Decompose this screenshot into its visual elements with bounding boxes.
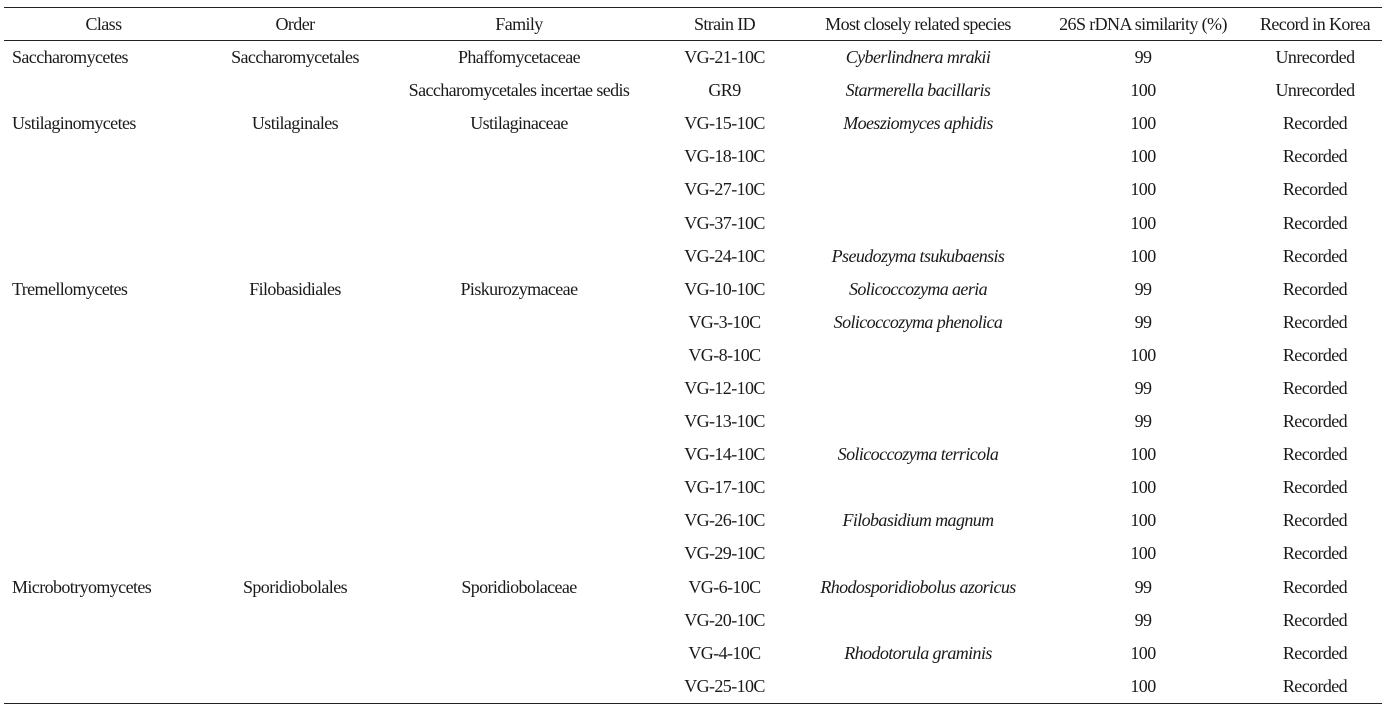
- cell-record: Recorded: [1282, 113, 1348, 134]
- cell-species: [798, 405, 1038, 438]
- cell-strain-id: VG-15-10C: [684, 113, 765, 134]
- cell-class: [4, 438, 203, 471]
- column-header-order: Order: [275, 13, 315, 34]
- header-row: [4, 8, 1382, 41]
- cell-similarity: 99: [1134, 377, 1152, 398]
- cell-family: [387, 140, 651, 173]
- cell-record: Recorded: [1282, 146, 1348, 167]
- cell-record: Recorded: [1282, 411, 1348, 432]
- cell-strain-id: VG-13-10C: [684, 411, 765, 432]
- cell-class: [4, 140, 203, 173]
- table-row: [4, 372, 1382, 405]
- cell-species: Solicoccozyma terricola: [837, 444, 999, 465]
- cell-order: [203, 240, 387, 273]
- cell-order: [203, 637, 387, 670]
- table-row: [4, 206, 1382, 239]
- table-row: [4, 74, 1382, 107]
- cell-record: Recorded: [1282, 311, 1348, 332]
- cell-record: Recorded: [1282, 576, 1348, 597]
- cell-species: [798, 670, 1038, 704]
- cell-species: [798, 206, 1038, 239]
- cell-species: [798, 140, 1038, 173]
- cell-similarity: 100: [1130, 444, 1156, 465]
- cell-order: [203, 140, 387, 173]
- cell-strain-id: VG-10-10C: [684, 278, 765, 299]
- cell-species: [798, 471, 1038, 504]
- cell-similarity: 100: [1130, 245, 1156, 266]
- table-row: [4, 438, 1382, 471]
- cell-family: [387, 670, 651, 704]
- cell-order: [203, 604, 387, 637]
- cell-strain-id: VG-37-10C: [684, 212, 765, 233]
- cell-class: Microbotryomycetes: [12, 576, 152, 597]
- yeast-identification-table-container: [4, 7, 1382, 704]
- cell-class: [4, 504, 203, 537]
- cell-record: Unrecorded: [1275, 80, 1355, 101]
- cell-class: [4, 471, 203, 504]
- cell-family: [387, 372, 651, 405]
- table-row: [4, 637, 1382, 670]
- cell-similarity: 99: [1134, 311, 1152, 332]
- cell-species: [798, 173, 1038, 206]
- cell-similarity: 100: [1130, 642, 1156, 663]
- cell-record: Recorded: [1282, 179, 1348, 200]
- cell-record: Recorded: [1282, 344, 1348, 365]
- cell-strain-id: VG-20-10C: [684, 609, 765, 630]
- cell-similarity: 100: [1130, 146, 1156, 167]
- cell-class: [4, 240, 203, 273]
- cell-family: [387, 604, 651, 637]
- cell-class: [4, 604, 203, 637]
- cell-similarity: 100: [1130, 477, 1156, 498]
- cell-class: [4, 637, 203, 670]
- cell-similarity: 99: [1134, 278, 1152, 299]
- cell-record: Recorded: [1282, 245, 1348, 266]
- cell-family: [387, 405, 651, 438]
- cell-strain-id: VG-8-10C: [688, 344, 761, 365]
- cell-class: [4, 173, 203, 206]
- cell-order: [203, 306, 387, 339]
- cell-species: [798, 537, 1038, 570]
- cell-class: Ustilaginomycetes: [12, 113, 136, 134]
- cell-strain-id: VG-4-10C: [688, 642, 761, 663]
- cell-order: [203, 405, 387, 438]
- cell-order: [203, 438, 387, 471]
- cell-record: Recorded: [1282, 642, 1348, 663]
- cell-record: Recorded: [1282, 278, 1348, 299]
- column-header-class: Class: [85, 13, 122, 34]
- table-body: [4, 41, 1382, 704]
- table-row: [4, 273, 1382, 306]
- cell-family: [387, 471, 651, 504]
- cell-order: [203, 339, 387, 372]
- cell-strain-id: VG-12-10C: [684, 377, 765, 398]
- cell-order: [203, 173, 387, 206]
- cell-strain-id: VG-24-10C: [684, 245, 765, 266]
- cell-order: [203, 504, 387, 537]
- cell-strain-id: VG-18-10C: [684, 146, 765, 167]
- cell-family: Phaffomycetaceae: [458, 47, 580, 68]
- column-header-similarity: 26S rDNA similarity (%): [1059, 13, 1227, 34]
- cell-similarity: 99: [1134, 576, 1152, 597]
- table-row: [4, 604, 1382, 637]
- cell-similarity: 100: [1130, 675, 1156, 696]
- cell-species: Rhodosporidiobolus azoricus: [820, 576, 1016, 597]
- cell-family: [387, 306, 651, 339]
- cell-species: Starmerella bacillaris: [845, 80, 991, 101]
- cell-order: Saccharomycetales: [231, 47, 359, 68]
- cell-order: [203, 670, 387, 704]
- cell-class: Tremellomycetes: [12, 278, 128, 299]
- cell-similarity: 100: [1130, 212, 1156, 233]
- cell-order: Ustilaginales: [251, 113, 339, 134]
- cell-family: [387, 637, 651, 670]
- cell-strain-id: VG-3-10C: [688, 311, 761, 332]
- cell-species: [798, 604, 1038, 637]
- cell-order: [203, 537, 387, 570]
- cell-species: [798, 339, 1038, 372]
- cell-similarity: 100: [1130, 179, 1156, 200]
- cell-class: [4, 74, 203, 107]
- cell-similarity: 99: [1134, 411, 1152, 432]
- cell-species: Solicoccozyma phenolica: [833, 311, 1003, 332]
- cell-class: [4, 670, 203, 704]
- cell-family: [387, 438, 651, 471]
- cell-strain-id: VG-27-10C: [684, 179, 765, 200]
- cell-strain-id: GR9: [708, 80, 741, 101]
- cell-family: [387, 206, 651, 239]
- cell-species: Cyberlindnera mrakii: [845, 47, 991, 68]
- cell-similarity: 99: [1134, 47, 1152, 68]
- cell-strain-id: VG-6-10C: [688, 576, 761, 597]
- table-row: [4, 670, 1382, 704]
- cell-record: Recorded: [1282, 444, 1348, 465]
- cell-class: [4, 306, 203, 339]
- cell-order: Filobasidiales: [249, 278, 341, 299]
- table-row: [4, 537, 1382, 570]
- cell-strain-id: VG-25-10C: [684, 675, 765, 696]
- cell-record: Recorded: [1282, 377, 1348, 398]
- table-row: [4, 339, 1382, 372]
- table-row: [4, 107, 1382, 140]
- cell-strain-id: VG-26-10C: [684, 510, 765, 531]
- table-row: [4, 173, 1382, 206]
- column-header-record: Record in Korea: [1260, 13, 1370, 34]
- column-header-family: Family: [495, 13, 543, 34]
- table-header: [4, 8, 1382, 41]
- table-row: [4, 140, 1382, 173]
- cell-family: [387, 339, 651, 372]
- cell-family: Sporidiobolaceae: [461, 576, 577, 597]
- cell-species: Filobasidium magnum: [842, 510, 994, 531]
- table-row: [4, 571, 1382, 604]
- cell-strain-id: VG-29-10C: [684, 543, 765, 564]
- cell-class: [4, 206, 203, 239]
- table-row: [4, 240, 1382, 273]
- cell-order: [203, 471, 387, 504]
- cell-species: Solicoccozyma aeria: [848, 278, 988, 299]
- cell-family: [387, 173, 651, 206]
- column-header-strain-id: Strain ID: [693, 13, 756, 34]
- cell-family: Ustilaginaceae: [470, 113, 568, 134]
- cell-family: Piskurozymaceae: [460, 278, 578, 299]
- cell-similarity: 100: [1130, 543, 1156, 564]
- column-header-species: Most closely related species: [825, 13, 1011, 34]
- cell-class: [4, 405, 203, 438]
- table-row: [4, 471, 1382, 504]
- cell-record: Recorded: [1282, 609, 1348, 630]
- cell-record: Recorded: [1282, 212, 1348, 233]
- cell-family: [387, 504, 651, 537]
- cell-class: [4, 537, 203, 570]
- cell-similarity: 100: [1130, 510, 1156, 531]
- cell-family: Saccharomycetales incertae sedis: [408, 80, 630, 101]
- cell-similarity: 100: [1130, 344, 1156, 365]
- table-row: [4, 504, 1382, 537]
- table-row: [4, 306, 1382, 339]
- table-row: [4, 41, 1382, 75]
- cell-family: [387, 537, 651, 570]
- cell-family: [387, 240, 651, 273]
- cell-order: [203, 206, 387, 239]
- cell-species: Moesziomyces aphidis: [843, 113, 993, 134]
- cell-similarity: 100: [1130, 113, 1156, 134]
- cell-class: [4, 372, 203, 405]
- cell-species: Pseudozyma tsukubaensis: [831, 245, 1005, 266]
- cell-record: Unrecorded: [1275, 47, 1355, 68]
- cell-strain-id: VG-14-10C: [684, 444, 765, 465]
- cell-species: [798, 372, 1038, 405]
- cell-species: Rhodotorula graminis: [844, 642, 992, 663]
- cell-order: [203, 372, 387, 405]
- cell-record: Recorded: [1282, 477, 1348, 498]
- cell-record: Recorded: [1282, 510, 1348, 531]
- cell-order: Sporidiobolales: [243, 576, 347, 597]
- yeast-identification-table: [4, 7, 1382, 704]
- cell-record: Recorded: [1282, 675, 1348, 696]
- cell-record: Recorded: [1282, 543, 1348, 564]
- cell-strain-id: VG-21-10C: [684, 47, 765, 68]
- table-row: [4, 405, 1382, 438]
- cell-class: Saccharomycetes: [12, 47, 128, 68]
- cell-similarity: 100: [1130, 80, 1156, 101]
- cell-similarity: 99: [1134, 609, 1152, 630]
- cell-strain-id: VG-17-10C: [684, 477, 765, 498]
- cell-class: [4, 339, 203, 372]
- cell-order: [203, 74, 387, 107]
